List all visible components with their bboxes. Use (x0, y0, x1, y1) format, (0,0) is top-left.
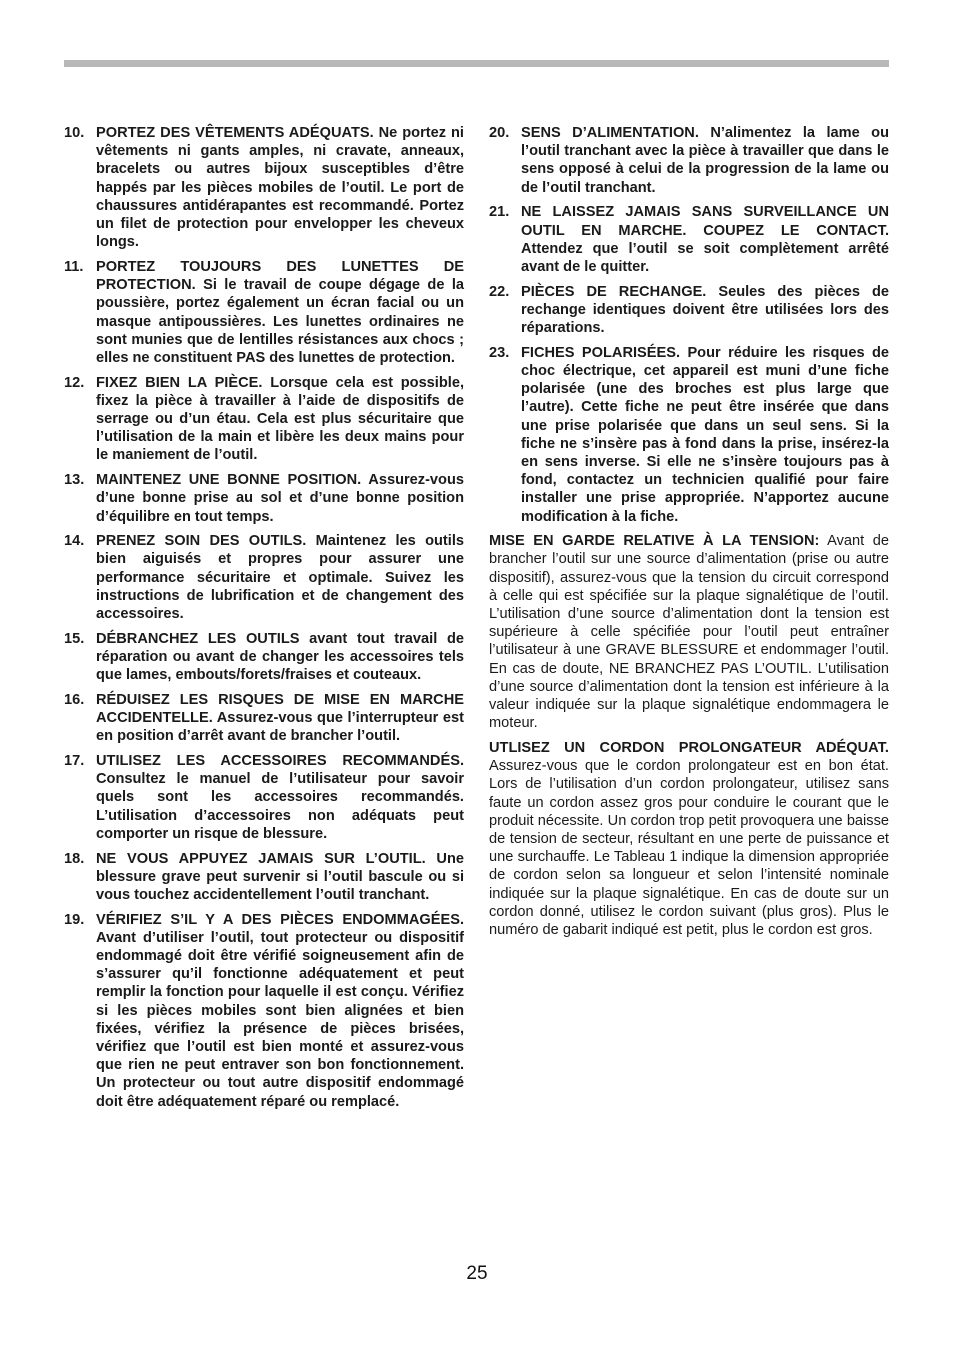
safety-item (64, 124, 464, 251)
safety-item (64, 532, 464, 623)
item-text: UTILISEZ LES ACCESSOIRES RECOMMANDÉS. Consultez le manuel de l’utilisateur pour savoir quels sont les accessoires recommandés. L’utilisation d’accessoires non adéquats peut comporter un risque de blessure. (96, 753, 464, 842)
item-number: 16. (64, 691, 85, 708)
item-number: 19. (64, 911, 85, 928)
extension-cord-body: Assurez-vous que le cordon prolongateur est en bon état. Lors de l’utilisation d’un cordon prolongateur, utilisez sans faute un cordon assez gros pour conduire le courant que le produit nécessite. Un cordon trop petit provoquera une baisse de tension de secteur, résultant en une perte de puissance et une surchauffe. Le Tableau 1 indique la dimension appropriée de cordon selon sa longueur et selon l’intensité nominale indiquée sur la plaque signalétique. En cas de doute sur un cordon donné, utilisez le cordon suivant (plus gros). Plus le numéro de gabarit indiqué est petit, plus le cordon est gros. (489, 758, 889, 939)
item-text: VÉRIFIEZ S’IL Y A DES PIÈCES ENDOMMAGÉES. Avant d’utiliser l’outil, tout protecteur ou dispositif endommagé doit être vérifié soigneusement afin de s’assurer qu’il fonctionne adéquatement et peut remplir la fonction pour laquelle il est conçu. Vérifiez si les pièces mobiles sont bien alignées et bien fixées, vérifiez la présence de pièces brisées, vérifiez que l’outil est bien monté et assurez-vous que rien ne peut entraver son bon fonctionnement. Un protecteur ou tout autre dispositif endommagé doit être adéquatement réparé ou remplacé. (96, 911, 464, 1110)
safety-item (489, 344, 889, 526)
item-number: 13. (64, 472, 85, 489)
item-text: PRENEZ SOIN DES OUTILS. Maintenez les outils bien aiguisés et propres pour assurer une performance sécuritaire et optimale. Suivez les instructions de lubrification et de changement des accessoires. (96, 533, 464, 623)
item-text: DÉBRANCHEZ LES OUTILS avant tout travail de réparation ou avant de changer les accessoires tels que lames, embouts/forets/fraises et couteaux. (96, 630, 464, 684)
item-number: 23. (489, 344, 510, 361)
voltage-warning-paragraph (489, 532, 889, 732)
item-number: 21. (489, 204, 510, 221)
safety-item (489, 283, 889, 338)
safety-item (64, 471, 464, 526)
left-column (64, 124, 464, 1117)
safety-item (64, 850, 464, 905)
item-number: 14. (64, 533, 85, 550)
safety-item (64, 911, 464, 1111)
voltage-warning-body: Avant de brancher l’outil sur une source d’alimentation (prise ou autre dispositif), assurez-vous que la tension du circuit correspond à celle qui est spécifiée sur la plaque signalétique de l’outil. L’utilisation d’une source d’alimentation dont la tension est supérieure à celle spécifiée pour l’outil peut entraîner l’utilisateur à une GRAVE BLESSURE et endommager l’outil. En cas de doute, NE BRANCHEZ PAS L’OUTIL. L’utilisation d’une source d’alimentation dont la tension est inférieure à la valeur indiquée sur la plaque signalétique endommagera le moteur. (489, 533, 889, 732)
extension-cord-heading: UTLISEZ UN CORDON PROLONGATEUR ADÉQUAT. (489, 740, 889, 756)
safety-item (64, 691, 464, 746)
item-number: 18. (64, 850, 85, 867)
item-text: NE LAISSEZ JAMAIS SANS SURVEILLANCE UN OUTIL EN MARCHE. COUPEZ LE CONTACT. Attendez que l’outil se soit complètement arrêté avant de le quitter. (521, 204, 889, 275)
item-number: 22. (489, 283, 510, 300)
safety-item (489, 203, 889, 276)
page-number: 25 (466, 1263, 488, 1284)
safety-item (64, 258, 464, 367)
item-text: FICHES POLARISÉES. Pour réduire les risques de choc électrique, cet appareil est muni d’une fiche polarisée (une des broches est plus large que l’autre). Cette fiche ne peut être insérée que dans une prise polarisée que dans un seul sens. Si la fiche ne s’insère pas à fond dans la prise, insérez-la en sens inverse. Si elle ne s’insère toujours pas à fond, contactez un technicien qualifié pour faire installer une prise appropriée. N’apportez aucune modification à la fiche. (521, 344, 889, 525)
voltage-warning-heading: MISE EN GARDE RELATIVE À LA TENSION: (489, 533, 820, 550)
item-text: MAINTENEZ UNE BONNE POSITION. Assurez-vous d’une bonne prise au sol et d’une bonne position d’équilibre en tout temps. (96, 472, 464, 525)
item-text: RÉDUISEZ LES RISQUES DE MISE EN MARCHE ACCIDENTELLE. Assurez-vous que l’interrupteur est en position d’arrêt avant de brancher l’outil. (96, 691, 464, 745)
item-text: PIÈCES DE RECHANGE. Seules des pièces de rechange identiques doivent être utilisées lors des réparations. (521, 283, 889, 337)
safety-item (64, 630, 464, 685)
right-column (489, 124, 889, 946)
header-rule (64, 60, 889, 67)
item-text: NE VOUS APPUYEZ JAMAIS SUR L’OUTIL. Une blessure grave peut survenir si l’outil bascule ou si vous touchez accidentellement l’outil tranchant. (96, 850, 464, 903)
safety-item (489, 124, 889, 197)
item-number: 17. (64, 753, 85, 769)
extension-cord-paragraph (489, 739, 889, 939)
safety-item (64, 374, 464, 465)
item-text: PORTEZ DES VÊTEMENTS ADÉQUATS. Ne portez ni vêtements ni gants amples, ni cravate, anneaux, bracelets ou autres bijoux susceptibles d’être happés par les pièces mobiles de l’outil. Le port de chaussures antidérapantes est recommandé. Portez un filet de protection pour envelopper les cheveux longs. (96, 125, 464, 251)
item-number: 15. (64, 630, 85, 647)
item-number: 20. (489, 125, 510, 141)
item-number: 10. (64, 125, 85, 141)
item-number: 12. (64, 374, 85, 391)
item-text: SENS D’ALIMENTATION. N’alimentez la lame ou l’outil tranchant avec la pièce à travailler que dans le sens opposé à celui de la progression de la lame ou de l’outil tranchant. (521, 125, 889, 196)
item-text: PORTEZ TOUJOURS DES LUNETTES DE PROTECTION. Si le travail de coupe dégage de la poussière, portez également un écran facial ou un masque antipoussières. Les lunettes ordinaires ne sont munies que de lentilles résistances aux chocs ; elles ne constituent PAS des lunettes de protection. (96, 258, 464, 366)
item-text: FIXEZ BIEN LA PIÈCE. Lorsque cela est possible, fixez la pièce à travailler à l’aide de dispositifs de serrage ou d’un étau. Cela est plus sécuritaire que l’utilisation de la main et libère les deux mains pour le maniement de l’outil. (96, 374, 464, 464)
item-number: 11. (64, 258, 84, 275)
safety-item (64, 752, 464, 843)
